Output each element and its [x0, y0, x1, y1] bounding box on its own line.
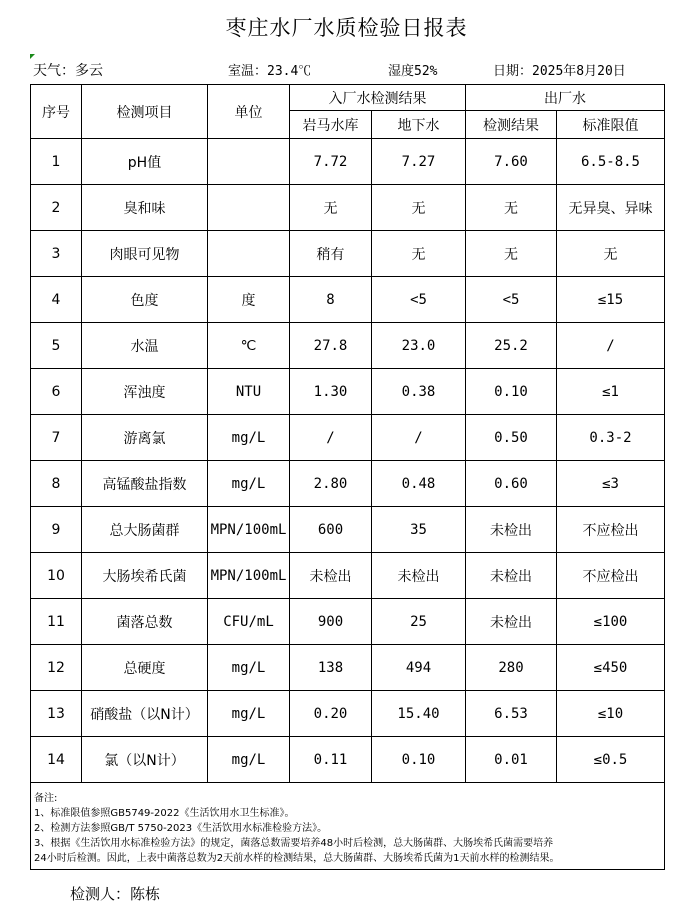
notes-row: [31, 783, 665, 870]
row-item: 氯（以N计）: [82, 737, 208, 783]
note-line-2: 2、检测方法参照GB/T 5750-2023《生活饮用水标准检验方法》。: [34, 823, 328, 834]
table-row: [31, 323, 665, 369]
row-limit: ≤10: [557, 691, 665, 737]
row-yanma: 0.11: [290, 737, 372, 783]
row-underground: 15.40: [372, 691, 466, 737]
row-seq: 10: [31, 553, 82, 599]
row-unit: [208, 231, 290, 277]
room-temperature: 室温：23.4℃: [228, 64, 312, 79]
header-result: 检测结果: [466, 111, 557, 139]
row-result: 未检出: [466, 553, 557, 599]
row-seq: 4: [31, 277, 82, 323]
row-unit: MPN/100mL: [208, 553, 290, 599]
header-outlet-group: 出厂水: [466, 85, 665, 111]
row-item: 肉眼可见物: [82, 231, 208, 277]
row-yanma: 8: [290, 277, 372, 323]
row-seq: 12: [31, 645, 82, 691]
row-underground: 494: [372, 645, 466, 691]
header-unit: 单位: [208, 85, 290, 139]
row-seq: 8: [31, 461, 82, 507]
tester-signature: 检测人：陈栋: [70, 885, 161, 903]
row-yanma: 138: [290, 645, 372, 691]
row-seq: 7: [31, 415, 82, 461]
row-seq: 1: [31, 139, 82, 185]
row-limit: ≤0.5: [557, 737, 665, 783]
row-seq: 9: [31, 507, 82, 553]
row-limit: ≤15: [557, 277, 665, 323]
row-yanma: 27.8: [290, 323, 372, 369]
row-result: <5: [466, 277, 557, 323]
header-yanma: 岩马水库: [290, 111, 372, 139]
table-row: [31, 507, 665, 553]
row-unit: CFU/mL: [208, 599, 290, 645]
table-row: [31, 599, 665, 645]
row-item: 臭和味: [82, 185, 208, 231]
row-underground: 23.0: [372, 323, 466, 369]
row-result: 0.10: [466, 369, 557, 415]
row-yanma: 1.30: [290, 369, 372, 415]
cell-marker-icon: [30, 54, 35, 59]
row-seq: 2: [31, 185, 82, 231]
row-item: 总大肠菌群: [82, 507, 208, 553]
row-item: 硝酸盐（以N计）: [82, 691, 208, 737]
row-result: 0.01: [466, 737, 557, 783]
row-result: 0.50: [466, 415, 557, 461]
row-seq: 13: [31, 691, 82, 737]
row-item: 高锰酸盐指数: [82, 461, 208, 507]
row-limit: 无异臭、异味: [557, 185, 665, 231]
row-unit: mg/L: [208, 691, 290, 737]
row-unit: 度: [208, 277, 290, 323]
row-underground: 无: [372, 185, 466, 231]
row-item: 大肠埃希氏菌: [82, 553, 208, 599]
water-quality-table: [30, 84, 665, 870]
row-yanma: 未检出: [290, 553, 372, 599]
row-unit: [208, 139, 290, 185]
row-unit: mg/L: [208, 645, 290, 691]
table-row: [31, 461, 665, 507]
row-result: 0.60: [466, 461, 557, 507]
row-underground: 0.38: [372, 369, 466, 415]
row-unit: MPN/100mL: [208, 507, 290, 553]
header-seq: 序号: [31, 85, 82, 139]
humidity: 湿度52%: [388, 64, 438, 79]
row-underground: 25: [372, 599, 466, 645]
row-item: 菌落总数: [82, 599, 208, 645]
table-row: [31, 139, 665, 185]
row-underground: 0.10: [372, 737, 466, 783]
row-limit: /: [557, 323, 665, 369]
row-yanma: 7.72: [290, 139, 372, 185]
row-limit: 不应检出: [557, 507, 665, 553]
header-item: 检测项目: [82, 85, 208, 139]
row-unit: mg/L: [208, 737, 290, 783]
row-yanma: /: [290, 415, 372, 461]
row-yanma: 2.80: [290, 461, 372, 507]
report-date: 日期：2025年8月20日: [493, 64, 626, 79]
row-unit: NTU: [208, 369, 290, 415]
row-limit: 6.5-8.5: [557, 139, 665, 185]
notes-cell: [31, 783, 665, 870]
row-limit: ≤3: [557, 461, 665, 507]
notes-heading: 备注:: [34, 793, 58, 804]
row-result: 280: [466, 645, 557, 691]
table-row: [31, 553, 665, 599]
row-result: 未检出: [466, 599, 557, 645]
row-limit: 不应检出: [557, 553, 665, 599]
row-seq: 3: [31, 231, 82, 277]
row-item: 水温: [82, 323, 208, 369]
note-line-4: 24小时后检测。因此，上表中菌落总数为2天前水样的检测结果，总大肠菌群、大肠埃希氏菌为1天前水样的检测结果。: [34, 853, 560, 864]
row-underground: /: [372, 415, 466, 461]
row-unit: mg/L: [208, 461, 290, 507]
header-underground: 地下水: [372, 111, 466, 139]
weather-label: 天气：多云: [33, 63, 103, 79]
row-result: 25.2: [466, 323, 557, 369]
row-unit: mg/L: [208, 415, 290, 461]
table-row: [31, 737, 665, 783]
table-row: [31, 185, 665, 231]
row-result: 6.53: [466, 691, 557, 737]
row-item: 总硬度: [82, 645, 208, 691]
header-limit: 标准限值: [557, 111, 665, 139]
row-limit: 0.3-2: [557, 415, 665, 461]
row-yanma: 600: [290, 507, 372, 553]
row-yanma: 无: [290, 185, 372, 231]
header-row: [31, 85, 665, 111]
row-seq: 14: [31, 737, 82, 783]
row-item: 游离氯: [82, 415, 208, 461]
row-yanma: 900: [290, 599, 372, 645]
row-seq: 11: [31, 599, 82, 645]
row-seq: 5: [31, 323, 82, 369]
row-underground: <5: [372, 277, 466, 323]
row-unit: ℃: [208, 323, 290, 369]
row-limit: ≤100: [557, 599, 665, 645]
row-yanma: 0.20: [290, 691, 372, 737]
row-result: 7.60: [466, 139, 557, 185]
note-line-3: 3、根据《生活饮用水标准检验方法》的规定，菌落总数需要培养48小时后检测，总大肠菌群、大肠埃希氏菌需要培养: [34, 838, 554, 849]
row-result: 无: [466, 185, 557, 231]
row-result: 无: [466, 231, 557, 277]
row-unit: [208, 185, 290, 231]
row-underground: 0.48: [372, 461, 466, 507]
row-underground: 35: [372, 507, 466, 553]
row-underground: 未检出: [372, 553, 466, 599]
note-line-1: 1、标准限值参照GB5749-2022《生活饮用水卫生标准》。: [34, 808, 295, 819]
header-inlet-group: 入厂水检测结果: [290, 85, 466, 111]
row-item: 色度: [82, 277, 208, 323]
row-result: 未检出: [466, 507, 557, 553]
row-underground: 无: [372, 231, 466, 277]
row-limit: ≤450: [557, 645, 665, 691]
table-row: [31, 645, 665, 691]
row-item: 浑浊度: [82, 369, 208, 415]
table-row: [31, 231, 665, 277]
row-item: pH值: [82, 139, 208, 185]
table-row: [31, 277, 665, 323]
table-row: [31, 415, 665, 461]
table-row: [31, 691, 665, 737]
row-seq: 6: [31, 369, 82, 415]
row-yanma: 稍有: [290, 231, 372, 277]
table-row: [31, 369, 665, 415]
row-limit: 无: [557, 231, 665, 277]
row-underground: 7.27: [372, 139, 466, 185]
report-title: 枣庄水厂水质检验日报表: [225, 16, 468, 40]
row-limit: ≤1: [557, 369, 665, 415]
